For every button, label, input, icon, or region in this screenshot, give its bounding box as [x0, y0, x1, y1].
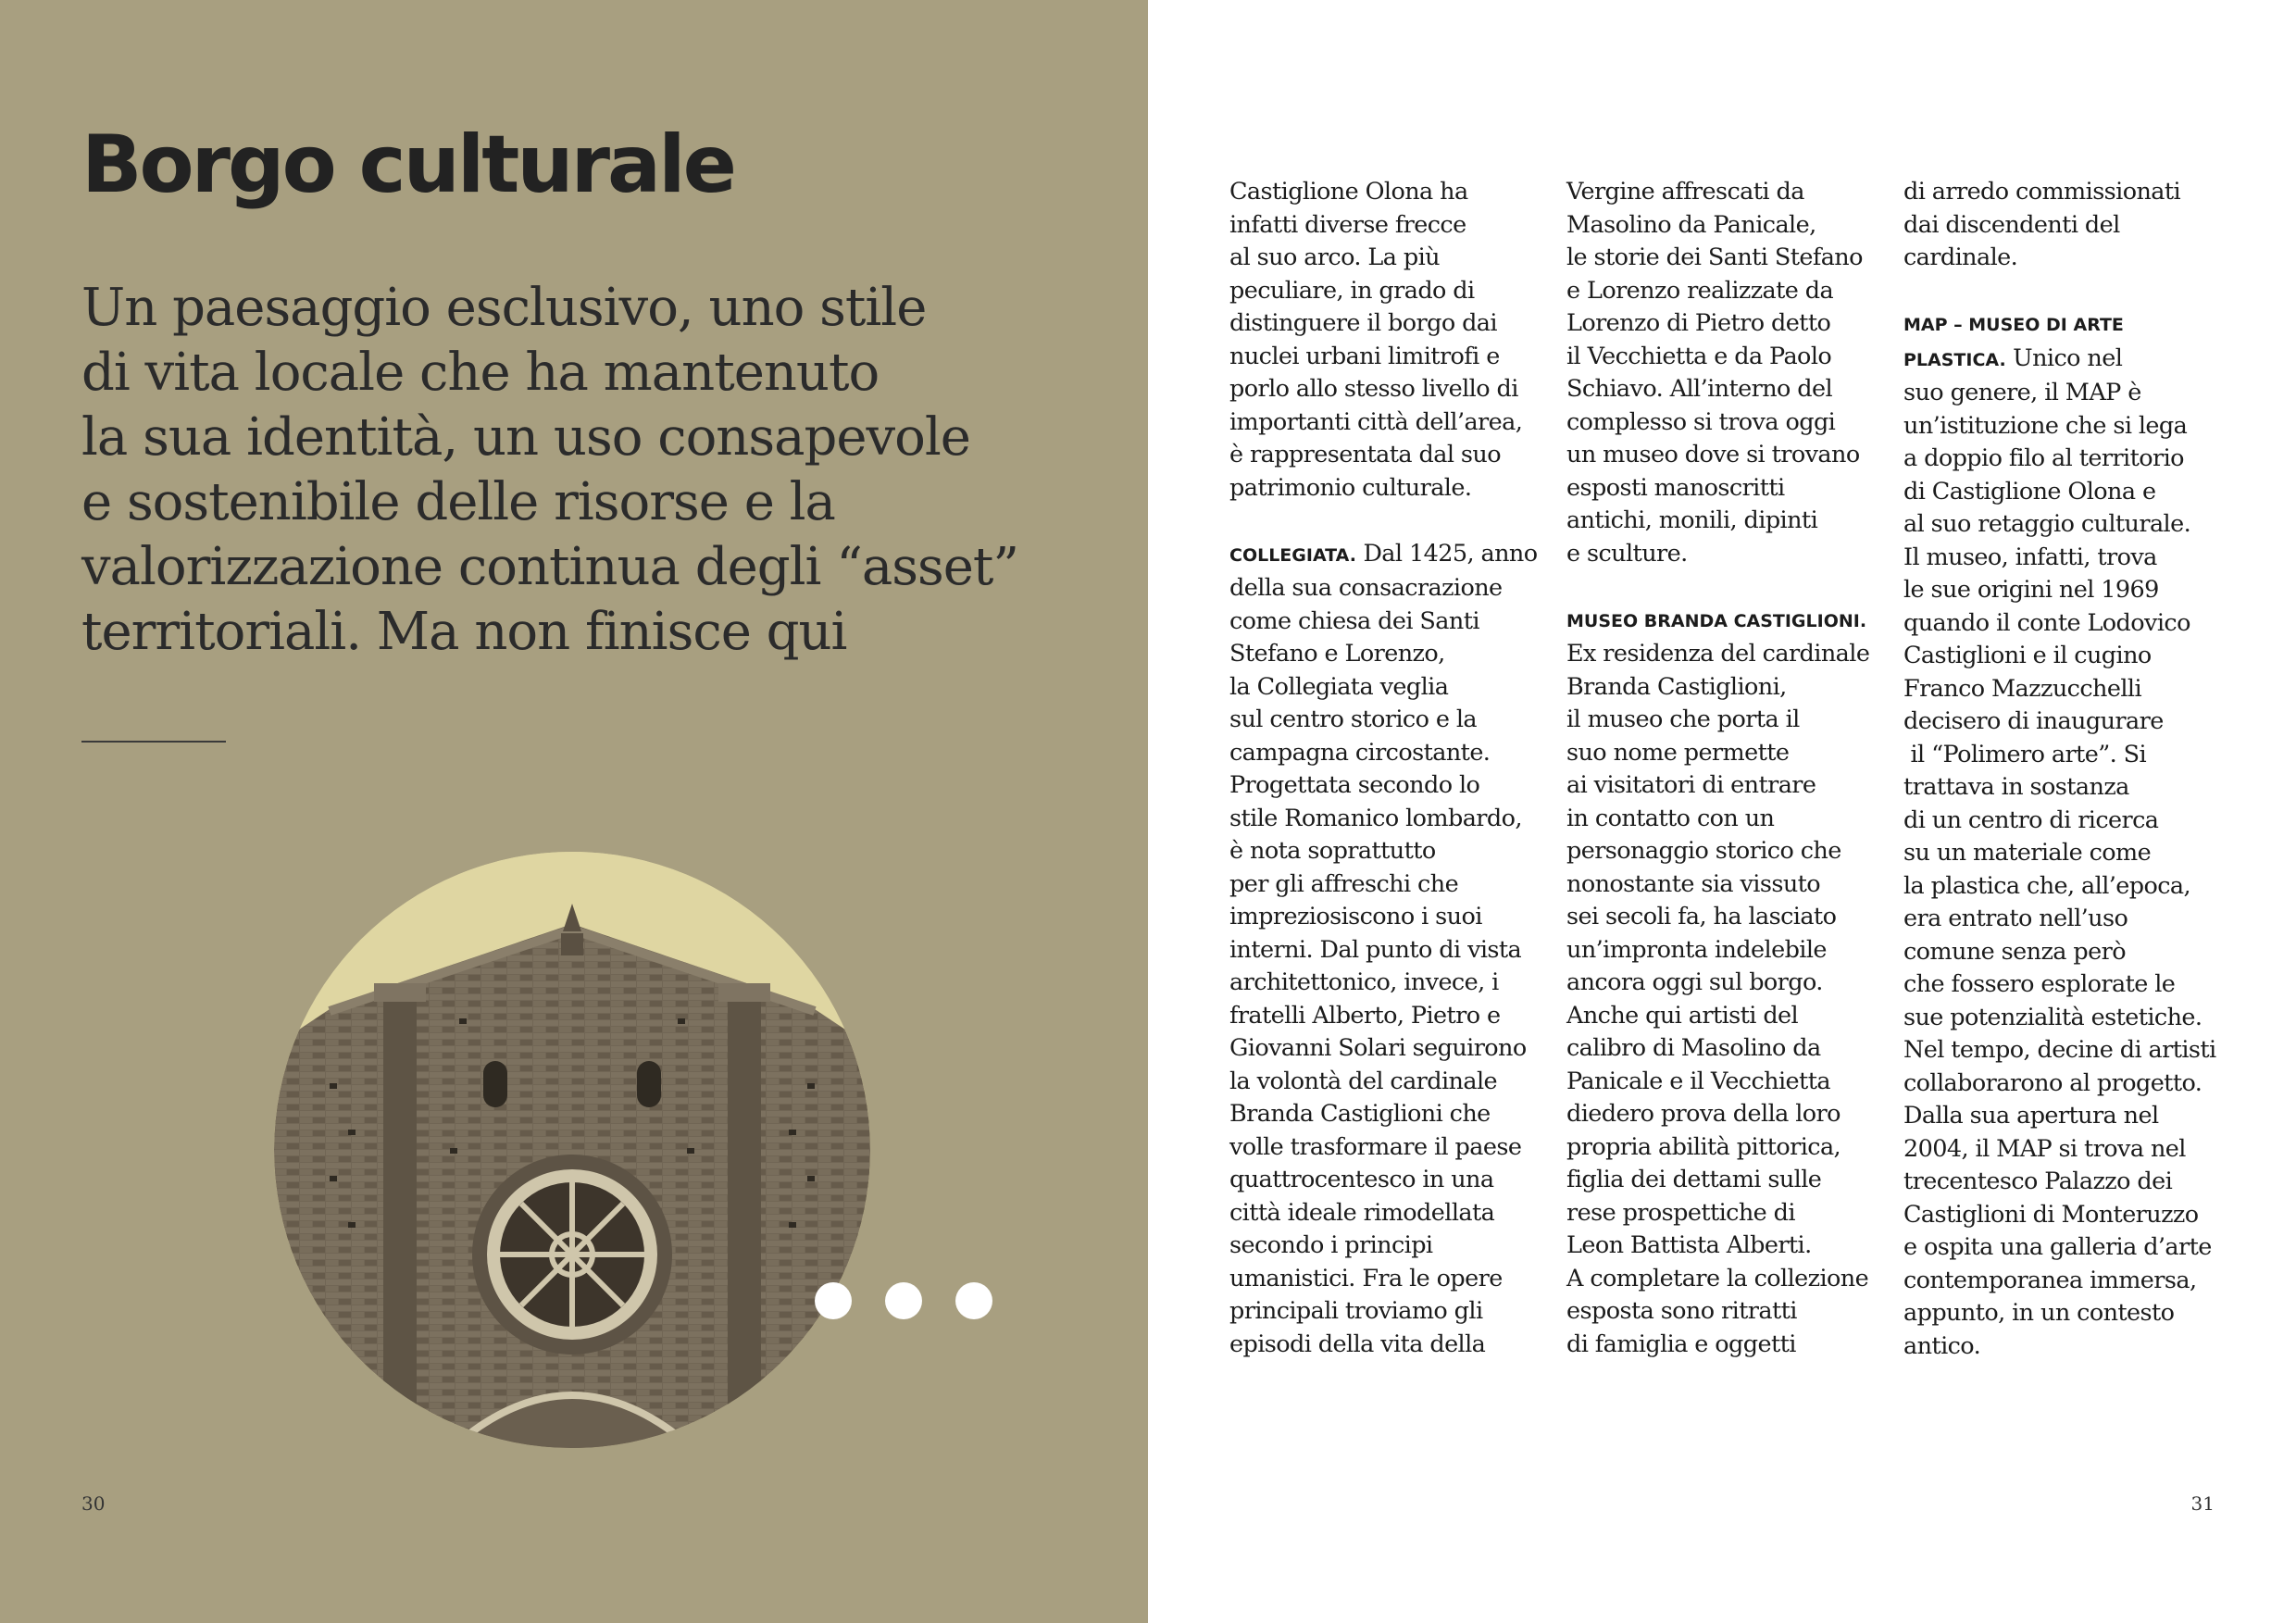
- divider-rule: [81, 741, 226, 743]
- body-line: a doppio filo al territorio: [1903, 444, 2184, 472]
- body-line: e ospita una galleria d’arte: [1903, 1233, 2212, 1261]
- body-line: sue potenzialità estetiche.: [1903, 1003, 2202, 1031]
- body-line: il Vecchietta e da Paolo: [1566, 342, 1832, 370]
- body-line: Il museo, infatti, trova: [1903, 543, 2157, 571]
- intro-line: territoriali. Ma non finisce qui: [81, 602, 847, 662]
- body-line: ai visitatori di entrare: [1566, 771, 1816, 799]
- body-line: città ideale rimodellata: [1229, 1198, 1495, 1227]
- body-line: comune senza però: [1903, 937, 2126, 966]
- body-line: principali troviamo gli: [1229, 1297, 1483, 1325]
- body-line: cardinale.: [1903, 243, 2018, 271]
- body-line: Castiglioni di Monteruzzo: [1903, 1200, 2199, 1229]
- body-line: nonostante sia vissuto: [1566, 869, 1821, 898]
- body-line: interni. Dal punto di vista: [1229, 935, 1522, 964]
- body-line: A completare la collezione: [1566, 1264, 1869, 1292]
- body-line: Stefano e Lorenzo,: [1229, 640, 1445, 668]
- body-line: contemporanea immersa,: [1903, 1266, 2197, 1294]
- body-line: Leon Battista Alberti.: [1566, 1231, 1812, 1259]
- intro-paragraph: [81, 276, 1118, 665]
- body-line: di famiglia e oggetti: [1566, 1330, 1796, 1358]
- body-line: come chiesa dei Santi: [1229, 606, 1479, 635]
- section-heading-museo-branda: MUSEO BRANDA CASTIGLIONI.: [1566, 610, 1867, 631]
- body-line: appunto, in un contesto: [1903, 1299, 2175, 1327]
- body-text: Unico nel: [2005, 343, 2123, 372]
- body-line: al suo retaggio culturale.: [1903, 510, 2191, 538]
- body-line: un’impronta indelebile: [1566, 935, 1827, 964]
- body-line: della sua consacrazione: [1229, 574, 1503, 602]
- body-line: nuclei urbani limitrofi e: [1229, 342, 1500, 370]
- text-column-1: [1229, 176, 1554, 1361]
- body-line: esposti manoscritti: [1566, 473, 1785, 502]
- intro-line: di vita locale che ha mantenuto: [81, 343, 880, 403]
- body-line: fratelli Alberto, Pietro e: [1229, 1001, 1501, 1030]
- church-facade-photo: [274, 852, 870, 1448]
- text-column-3: [1903, 176, 2227, 1363]
- body-line: rese prospettiche di: [1566, 1198, 1795, 1227]
- body-line: Masolino da Panicale,: [1566, 210, 1816, 239]
- body-line: Giovanni Solari seguirono: [1229, 1034, 1527, 1062]
- body-line: Progettata secondo lo: [1229, 771, 1480, 799]
- body-line: distinguere il borgo dai: [1229, 309, 1497, 337]
- body-line: suo genere, il MAP è: [1903, 379, 2141, 406]
- body-line: 2004, il MAP si trova nel: [1903, 1134, 2186, 1163]
- body-line: patrimonio culturale.: [1229, 473, 1472, 502]
- body-line: umanistici. Fra le opere: [1229, 1264, 1503, 1292]
- body-line: su un materiale come: [1903, 839, 2152, 867]
- body-line: volle trasformare il paese: [1229, 1132, 1522, 1161]
- body-line: la Collegiata veglia: [1229, 672, 1449, 701]
- section-lead-line: [1229, 538, 1554, 573]
- body-line: calibro di Masolino da: [1566, 1034, 1821, 1062]
- carousel-dot-3[interactable]: [955, 1282, 992, 1319]
- body-line: antico.: [1903, 1331, 1981, 1360]
- body-line: importanti città dell’area,: [1229, 407, 1523, 436]
- body-line: Castiglione Olona ha: [1229, 178, 1468, 206]
- body-line: e Lorenzo realizzate da: [1566, 276, 1834, 305]
- body-line: secondo i principi: [1229, 1231, 1433, 1259]
- carousel-dot-1[interactable]: [815, 1282, 852, 1319]
- body-line: figlia dei dettami sulle: [1566, 1166, 1822, 1193]
- text-column-2: [1566, 176, 1890, 1361]
- body-line: e sculture.: [1566, 539, 1688, 568]
- body-line: antichi, monili, dipinti: [1566, 506, 1818, 534]
- body-text: Dal 1425, anno: [1355, 539, 1538, 568]
- body-line: Schiavo. All’interno del: [1566, 375, 1833, 403]
- body-line: trecentesco Palazzo dei: [1903, 1167, 2173, 1195]
- body-line: ancora oggi sul borgo.: [1566, 968, 1823, 996]
- section-heading-collegiata: COLLEGIATA.: [1229, 544, 1356, 566]
- body-line: infatti diverse frecce: [1229, 210, 1466, 239]
- body-line: Nel tempo, decine di artisti: [1903, 1036, 2216, 1064]
- intro-line: la sua identità, un uso consapevole: [81, 407, 970, 468]
- page-number-right: 31: [2190, 1492, 2215, 1515]
- section-lead-line: [1903, 307, 2227, 343]
- body-line: stile Romanico lombardo,: [1229, 804, 1522, 832]
- body-line: la volontà del cardinale: [1229, 1067, 1498, 1095]
- intro-line: valorizzazione continua degli “asset”: [81, 537, 1018, 597]
- right-page: [1148, 0, 2296, 1623]
- body-line: la plastica che, all’epoca,: [1903, 871, 2191, 900]
- section-lead-line: [1566, 604, 1890, 639]
- body-line: Anche qui artisti del: [1566, 1001, 1799, 1030]
- body-line: Dalla sua apertura nel: [1903, 1102, 2159, 1130]
- section-lead-line: [1903, 343, 2227, 378]
- body-line: al suo arco. La più: [1229, 243, 1440, 271]
- body-line: complesso si trova oggi: [1566, 407, 1836, 436]
- body-line: in contatto con un: [1566, 804, 1775, 832]
- body-line: Franco Mazzucchelli: [1903, 674, 2141, 703]
- body-line: era entrato nell’uso: [1903, 905, 2128, 932]
- section-heading-map-cont: PLASTICA.: [1903, 349, 2006, 370]
- body-line: personaggio storico che: [1566, 837, 1841, 865]
- body-line: suo nome permette: [1566, 738, 1790, 767]
- collegiata-facade-illustration: [274, 852, 870, 1448]
- body-line: architettonico, invece, i: [1229, 968, 1499, 996]
- body-line: propria abilità pittorica,: [1566, 1132, 1841, 1161]
- body-line: sul centro storico e la: [1229, 705, 1477, 733]
- body-line: sei secoli fa, ha lasciato: [1566, 903, 1837, 930]
- body-line: è rappresentata dal suo: [1229, 441, 1501, 468]
- body-line: impreziosiscono i suoi: [1229, 903, 1482, 930]
- intro-line: Un paesaggio esclusivo, uno stile: [81, 278, 927, 338]
- body-line: un’istituzione che si lega: [1903, 411, 2188, 440]
- body-line: di un centro di ricerca: [1903, 805, 2159, 834]
- body-line: Castiglioni e il cugino: [1903, 642, 2152, 669]
- body-line: diedero prova della loro: [1566, 1100, 1841, 1128]
- body-line: per gli affreschi che: [1229, 869, 1459, 898]
- body-line: Branda Castiglioni che: [1229, 1100, 1491, 1128]
- body-line: quattrocentesco in una: [1229, 1166, 1494, 1193]
- body-line: di arredo commissionati: [1903, 178, 2181, 206]
- body-line: collaborarono al progetto.: [1903, 1068, 2202, 1097]
- intro-line: e sostenibile delle risorse e la: [81, 472, 835, 532]
- body-line: trattava in sostanza: [1903, 773, 2129, 801]
- section-heading-map: MAP – MUSEO DI ARTE: [1903, 315, 2124, 335]
- body-line: le storie dei Santi Stefano: [1566, 243, 1863, 271]
- body-line: Vergine affrescati da: [1566, 178, 1804, 206]
- body-line: dai discendenti del: [1903, 210, 2120, 239]
- body-line: esposta sono ritratti: [1566, 1297, 1797, 1325]
- body-line: è nota soprattutto: [1229, 837, 1436, 865]
- body-line: il “Polimero arte”. Si: [1903, 740, 2147, 768]
- body-line: decisero di inaugurare: [1903, 707, 2164, 735]
- carousel-dot-2[interactable]: [885, 1282, 922, 1319]
- body-line: episodi della vita della: [1229, 1330, 1486, 1358]
- body-line: Panicale e il Vecchietta: [1566, 1067, 1830, 1095]
- body-line: porlo allo stesso livello di: [1229, 375, 1518, 403]
- body-line: che fossero esplorate le: [1903, 970, 2176, 998]
- body-line: Ex residenza del cardinale: [1566, 640, 1870, 668]
- body-line: di Castiglione Olona e: [1903, 477, 2156, 506]
- body-line: Branda Castiglioni,: [1566, 672, 1787, 701]
- page-number-left: 30: [81, 1492, 106, 1515]
- page-title: Borgo culturale: [81, 119, 734, 211]
- body-line: quando il conte Lodovico: [1903, 608, 2190, 637]
- body-line: campagna circostante.: [1229, 738, 1491, 767]
- body-line: le sue origini nel 1969: [1903, 576, 2159, 604]
- body-line: peculiare, in grado di: [1229, 276, 1475, 305]
- body-line: Lorenzo di Pietro detto: [1566, 309, 1831, 337]
- body-line: il museo che porta il: [1566, 705, 1800, 733]
- body-line: un museo dove si trovano: [1566, 441, 1860, 468]
